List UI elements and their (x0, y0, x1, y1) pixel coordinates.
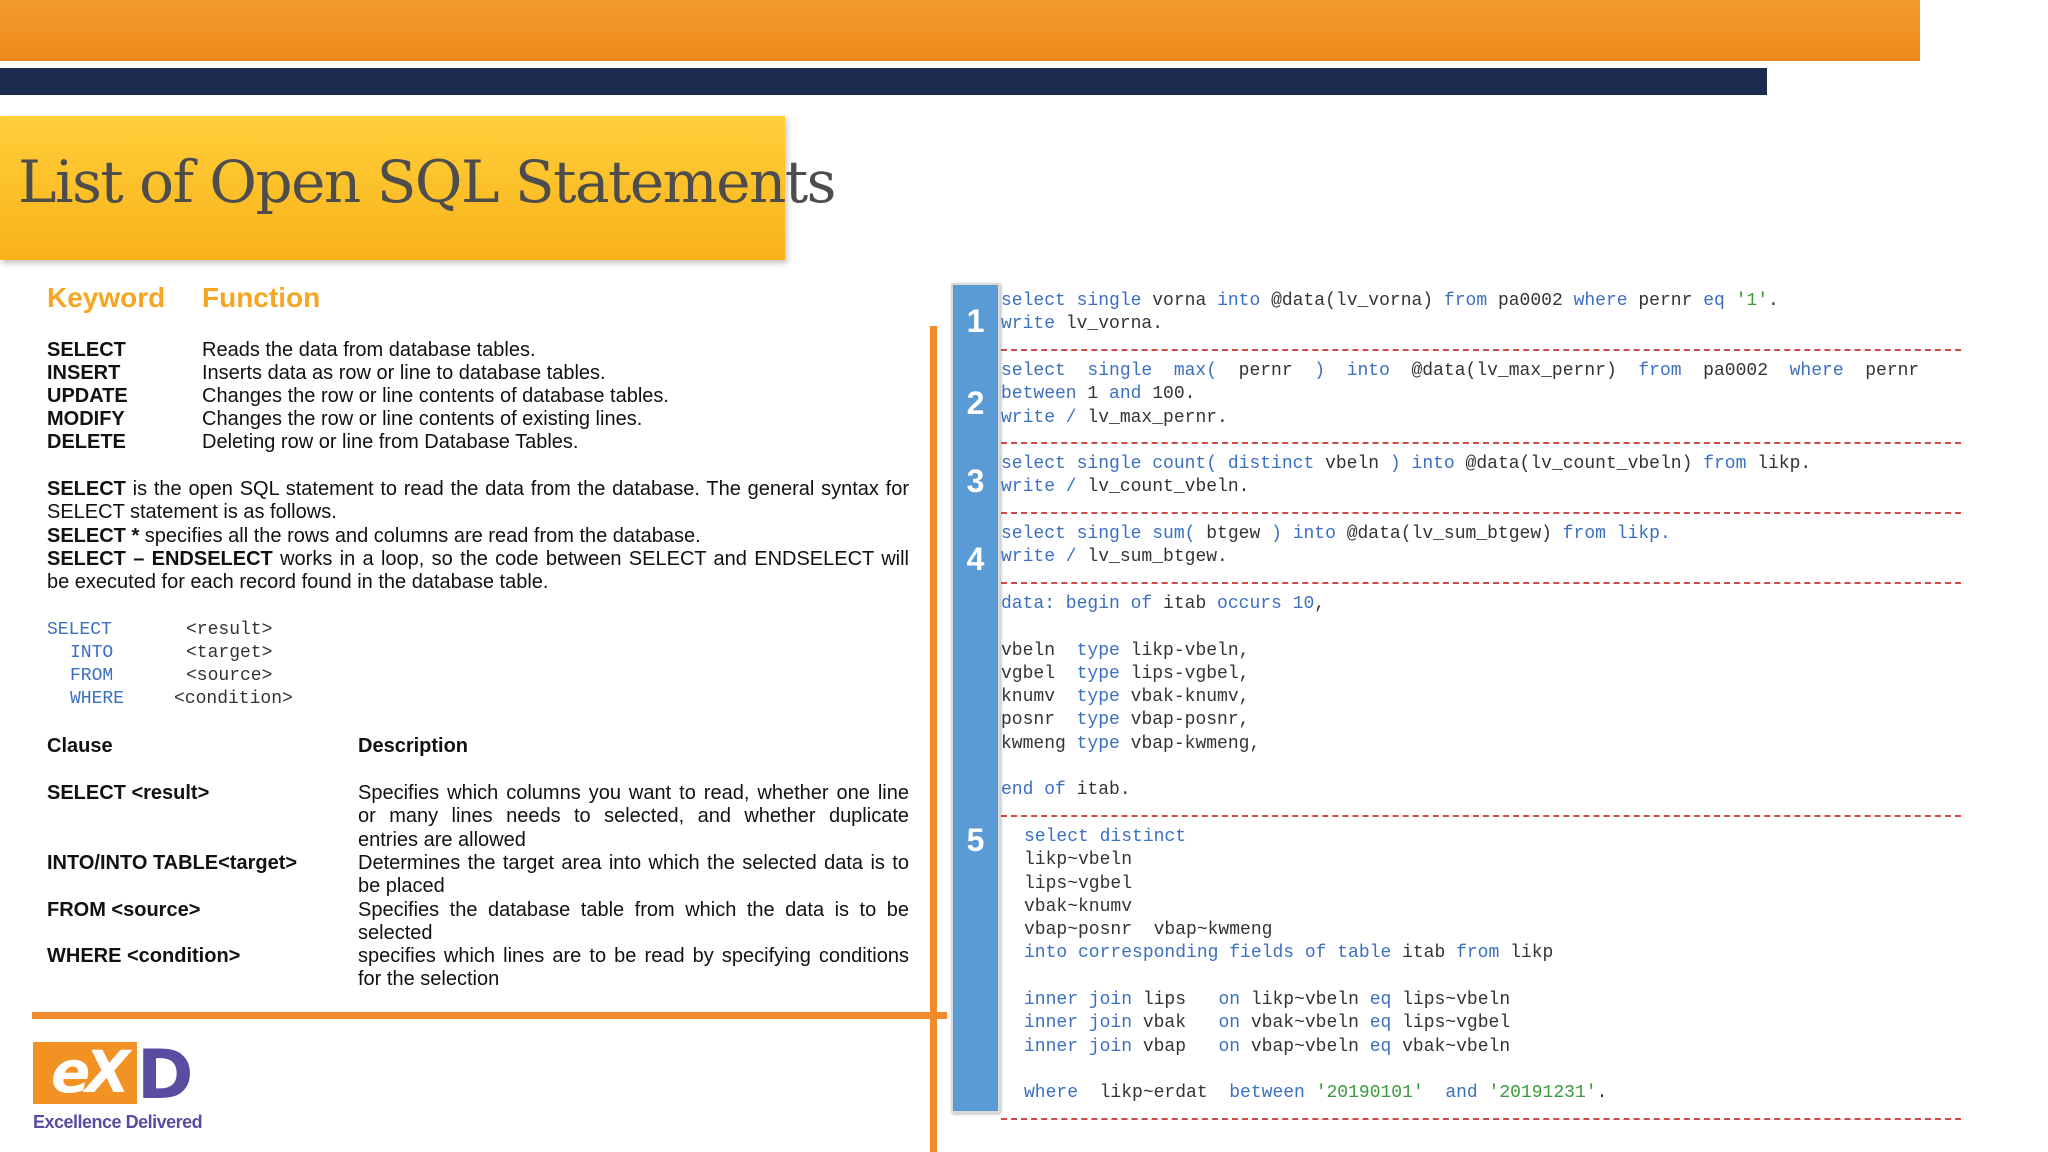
code-separator (1001, 1118, 1961, 1120)
keyword-name: UPDATE (47, 385, 128, 407)
keyword-name: MODIFY (47, 408, 125, 430)
code-example-2: select single max( pernr ) into @data(lv_max_pernr) from pa0002 where pernr between 1 and 100. write / lv_max_pernr. (1001, 361, 1920, 428)
para-text: specifies all the rows and columns are read from the database. (139, 524, 701, 547)
function-header: Function (202, 282, 321, 313)
clause-name: INTO/INTO TABLE<target> (47, 852, 298, 874)
code-separator (1001, 512, 1961, 514)
keyword-name: INSERT (47, 362, 121, 384)
clause-header: Clause (47, 735, 113, 757)
description-header: Description (358, 735, 469, 757)
keyword-header: Keyword (47, 282, 166, 313)
clause-desc: Specifies the database table from which the data is to be selected (358, 899, 909, 945)
code-example-3: select single count( distinct vbeln ) into @data(lv_count_vbeln) from likp. write / lv_count_vbeln. (1001, 454, 1812, 498)
code-separator (1001, 442, 1961, 444)
code-example-5: data: begin of itab occurs 10, vbeln type likp-vbeln, vgbel type lips-vgbel, knumv type vbak-knumv, posnr type vbap-posnr, kwmeng type vbap-kwmeng, end of itab. (1001, 594, 1326, 801)
page-title: List of Open SQL Statements (18, 148, 835, 216)
step-number: 2 (966, 385, 985, 421)
keyword-desc: Changes the row or line contents of existing lines. (202, 408, 643, 430)
clause-desc: Determines the target area into which the selected data is to be placed (358, 852, 909, 898)
syntax-value: <source> (186, 666, 273, 686)
syntax-keyword: SELECT (47, 620, 112, 640)
clause-desc: Specifies which columns you want to read, whether one line or many lines needs to selected, and whether duplicate entries are allowed (358, 782, 909, 851)
logo-tagline: Excellence Delivered (33, 1112, 203, 1132)
clause-desc: specifies which lines are to be read by specifying conditions for the selection (358, 945, 909, 991)
step-number: 3 (966, 463, 985, 499)
keyword-desc: Inserts data as row or line to database tables. (202, 362, 606, 384)
syntax-value: <result> (186, 620, 273, 640)
code-separator (1001, 349, 1961, 351)
step-number: 1 (966, 303, 985, 339)
clause-name: FROM <source> (47, 899, 201, 921)
clause-name: SELECT <result> (47, 782, 210, 804)
top-orange-bar (0, 0, 1920, 61)
para-bold: SELECT – ENDSELECT (47, 547, 273, 570)
code-separator (1001, 815, 1961, 817)
vertical-divider (930, 326, 937, 1152)
syntax-value: <condition> (174, 689, 293, 709)
code-example-1: select single vorna into @data(lv_vorna) from pa0002 where pernr eq '1'. write lv_vorna. (1001, 291, 1779, 335)
syntax-value: <target> (186, 643, 273, 663)
exd-logo (33, 1036, 205, 1132)
syntax-keyword: INTO (70, 643, 114, 663)
keyword-name: DELETE (47, 431, 126, 453)
para-text: is the open SQL statement to read the data from the database. The general syntax for SELECT statement is as follows. (47, 478, 909, 524)
top-navy-bar (0, 68, 1767, 95)
step-number: 4 (966, 541, 985, 577)
syntax-keyword: WHERE (70, 689, 125, 709)
keyword-name: SELECT (47, 339, 126, 361)
code-separator (1001, 582, 1961, 584)
logo-d-text: D (137, 1036, 194, 1115)
keyword-desc: Deleting row or line from Database Tables. (202, 431, 579, 453)
para-text: works in a loop, so the code between SELECT and ENDSELECT will be executed for each record found in the database table. (47, 547, 909, 594)
para-bold: SELECT (47, 478, 126, 500)
keyword-desc: Changes the row or line contents of database tables. (202, 385, 669, 407)
logo-ex-text: eX (51, 1038, 126, 1106)
code-example-6: select distinct likp~vbeln lips~vgbel vbak~knumv vbap~posnr vbap~kwmeng into corresponding fields of table itab from likp inner join lips on likp~vbeln eq lips~vbeln inner join vbak on vbak~vbeln eq lips~vgbel inner join vbap on vbap~vbeln eq vbak~vbeln where likp~erdat between '20190101' and '20191231'. (1024, 827, 1608, 1104)
horizontal-divider (32, 1012, 947, 1019)
keyword-desc: Reads the data from database tables. (202, 339, 536, 361)
clause-name: WHERE <condition> (47, 945, 241, 967)
step-number: 5 (966, 822, 985, 858)
select-paragraph (47, 478, 909, 594)
syntax-keyword: FROM (70, 666, 114, 686)
para-bold: SELECT * (47, 524, 140, 547)
code-example-4: select single sum( btgew ) into @data(lv_sum_btgew) from likp. write / lv_sum_btgew. (1001, 524, 1671, 568)
